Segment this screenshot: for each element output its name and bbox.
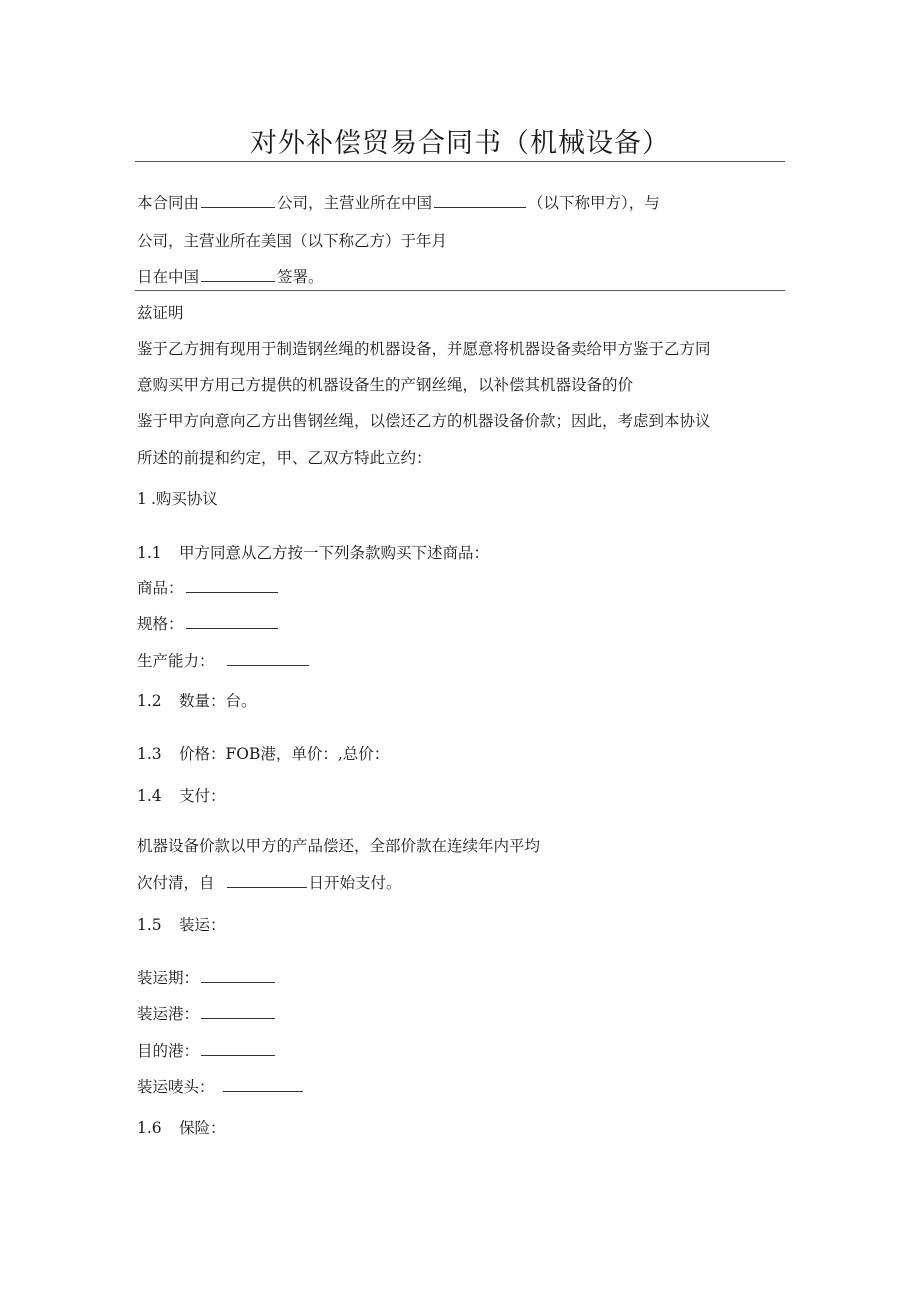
ship-mark-field bbox=[137, 1076, 305, 1098]
intro-line-3 bbox=[137, 266, 324, 288]
section-1-heading bbox=[137, 488, 218, 510]
field-label: 目的港： bbox=[137, 1042, 200, 1060]
witness-line: 兹证明 bbox=[137, 304, 184, 322]
spec-field bbox=[137, 613, 280, 635]
intro-line-2: 公司，主营业所在美国（以下称乙方）于年月 bbox=[137, 232, 448, 250]
dest-port-field bbox=[137, 1040, 277, 1062]
ship-port-blank bbox=[201, 1004, 275, 1019]
clause-number: 1.1 bbox=[137, 544, 162, 562]
field-label: 装运唛头： bbox=[137, 1078, 215, 1096]
ship-port-field bbox=[137, 1003, 277, 1025]
dest-port-blank bbox=[201, 1041, 275, 1056]
clause-1-5 bbox=[137, 914, 226, 936]
clause-number: 1.6 bbox=[137, 1119, 162, 1137]
clause-text: 保险： bbox=[179, 1119, 226, 1137]
ship-mark-blank bbox=[223, 1077, 303, 1092]
intro-text: 日在中国 bbox=[137, 268, 200, 286]
clause-number: 1.2 bbox=[137, 692, 162, 710]
clause-text: 甲方同意从乙方按一下列条款购买下述商品： bbox=[179, 544, 490, 562]
intro-text: 本合同由 bbox=[137, 194, 200, 212]
title-underline bbox=[135, 161, 785, 162]
field-label: 规格： bbox=[137, 615, 184, 633]
clause-1-4 bbox=[137, 785, 226, 807]
goods-blank bbox=[186, 578, 278, 593]
payment-line-1: 机器设备价款以甲方的产品偿还，全部价款在连续年内平均 bbox=[137, 837, 541, 855]
recital-1-line-1: 鉴于乙方拥有现用于制造钢丝绳的机器设备，并愿意将机器设备卖给甲方鉴于乙方同 bbox=[137, 340, 711, 358]
clause-1-3 bbox=[137, 743, 389, 765]
intro-line-1 bbox=[137, 192, 660, 214]
payment-text: 日开始支付。 bbox=[308, 874, 402, 892]
recital-2-line-2: 所述的前提和约定，甲、乙双方特此立约： bbox=[137, 449, 432, 467]
recital-1-line-2: 意购买甲方用己方提供的机器设备生的产钢丝绳，以补偿其机器设备的价 bbox=[137, 376, 634, 394]
signing-place-blank bbox=[201, 267, 275, 282]
document-title: 对外补偿贸易合同书（机械设备） bbox=[250, 128, 670, 159]
ship-period-blank bbox=[201, 968, 275, 983]
clause-number: 1.4 bbox=[137, 787, 162, 805]
field-label: 商品： bbox=[137, 579, 184, 597]
clause-text: 装运： bbox=[179, 916, 226, 934]
company-a-blank bbox=[201, 193, 275, 208]
payment-start-blank bbox=[227, 873, 307, 888]
ship-period-field bbox=[137, 967, 277, 989]
field-label: 生产能力： bbox=[137, 652, 215, 670]
intro-text: （以下称甲方），与 bbox=[528, 194, 660, 212]
payment-text: 次付清，自 bbox=[137, 874, 215, 892]
recital-2-line-1: 鉴于甲方向意向乙方出售钢丝绳，以偿还乙方的机器设备价款；因此，考虑到本协议 bbox=[137, 412, 711, 430]
clause-text: 数量：台。 bbox=[179, 692, 257, 710]
field-label: 装运期： bbox=[137, 969, 200, 987]
address-a-blank bbox=[434, 193, 526, 208]
field-label: 装运港： bbox=[137, 1005, 200, 1023]
clause-1-2 bbox=[137, 690, 257, 712]
section-number: 1 bbox=[137, 490, 147, 508]
intro-text: 公司，主营业所在中国 bbox=[277, 194, 433, 212]
clause-1-6 bbox=[137, 1117, 226, 1139]
spec-blank bbox=[186, 614, 278, 629]
capacity-blank bbox=[227, 651, 309, 666]
clause-number: 1.3 bbox=[137, 745, 162, 763]
clause-number: 1.5 bbox=[137, 916, 162, 934]
capacity-field bbox=[137, 650, 311, 672]
payment-line-2 bbox=[137, 872, 402, 894]
clause-1-1 bbox=[137, 542, 489, 564]
goods-field bbox=[137, 577, 280, 599]
intro-divider bbox=[135, 290, 785, 291]
clause-text: 价格：FOB港，单价：,总价： bbox=[179, 745, 390, 763]
intro-text: 签署。 bbox=[277, 268, 324, 286]
clause-text: 支付： bbox=[179, 787, 226, 805]
section-title: .购买协议 bbox=[151, 490, 218, 508]
